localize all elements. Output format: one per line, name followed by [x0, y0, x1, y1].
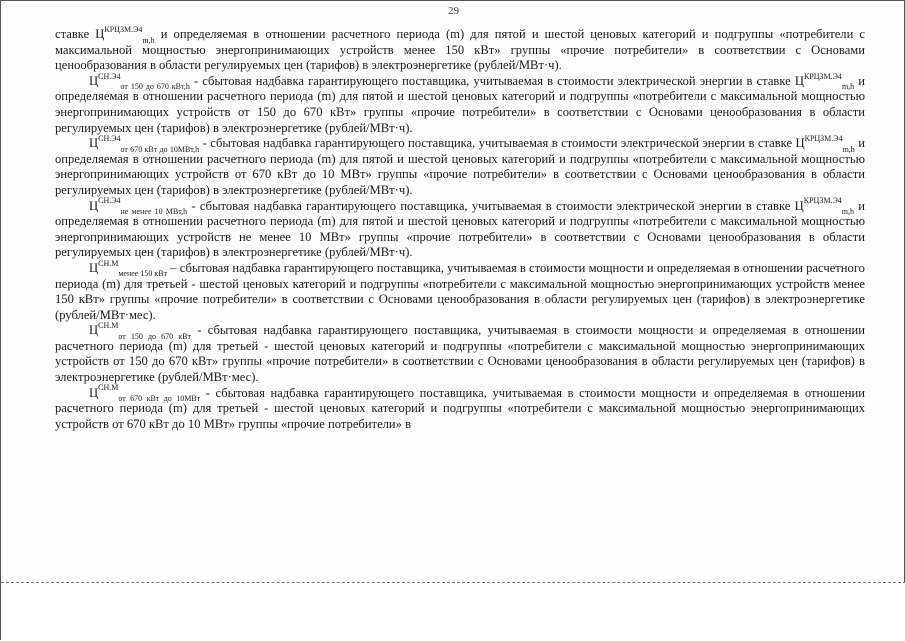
page-number: 29 [448, 5, 459, 17]
document-body [55, 24, 866, 432]
formula-symbol: $Ц^{СН.Э4}_{от 150 до 670 кВт,h}$ [89, 71, 190, 92]
formula-symbol: $Ц^{СН.М}_{от 670 кВт до 10МВт}$ [89, 383, 201, 404]
paragraph: $Ц^{СН.М}_{от 670 кВт до 10МВт}$ - сбытовая надбавка гарантирующего поставщика, учитываемая в стоимости мощности и определяемая в отношении расчетного периода (m) для третьей - шестой ценовых категорий и подгруппы «потребители с максимальной мощностью энергопринимающих устройств от 670 кВт до 10 МВт» группы «прочие потребители» в [55, 383, 865, 431]
formula-symbol: $Ц^{СН.М}_{менее 150 кВт}$ [89, 258, 168, 279]
scan-cut-line [1, 582, 905, 583]
formula-symbol: $Ц^{СН.Э4}_{от 670 кВт до 10МВт,h}$ [89, 133, 200, 154]
paragraph: $Ц^{СН.Э4}_{не менее 10 МВт,h}$ - сбытовая надбавка гарантирующего поставщика, учитываемая в стоимости электрической энергии в ставке $Ц^{КРЦЗМ.Э4}_{m,h}$ и определяемая в отношении расчетного периода (m) для пятой и шестой ценовых категорий и подгруппы «потребители с максимальной мощностью энергопринимающих устройств не менее 10 МВт» группы «прочие потребители» в соответствии с Основами ценообразования в области регулируемых цен (тарифов) в электроэнергетике (рублей/МВт·ч). [55, 196, 866, 260]
paragraph: $Ц^{СН.М}_{от 150 до 670 кВт}$ - сбытовая надбавка гарантирующего поставщика, учитываемая в стоимости мощности и определяемая в отношении расчетного периода (m) для третьей - шестой ценовых категорий и подгруппы «потребители с максимальной мощностью энергопринимающих устройств от 150 до 670 кВт» группы «прочие потребители» в соответствии с Основами ценообразования в области регулируемых цен (тарифов) в электроэнергетике (рублей/МВт·мес). [55, 321, 865, 385]
paragraph: $Ц^{СН.Э4}_{от 150 до 670 кВт,h}$ - сбытовая надбавка гарантирующего поставщика, учитываемая в стоимости электрической энергии в ставке $Ц^{КРЦЗМ.Э4}_{m,h}$ и определяемая в отношении расчетного периода (m) для пятой и шестой ценовых категорий и подгруппы «потребители с максимальной мощностью энергопринимающих устройств от 150 до 670 кВт» группы «прочие потребители» в соответствии с Основами ценообразования в области регулируемых цен (тарифов) в электроэнергетике (рублей/МВт·ч). [55, 71, 866, 135]
paragraph: $Ц^{СН.М}_{менее 150 кВт}$ – сбытовая надбавка гарантирующего поставщика, учитываемая в стоимости мощности и определяемая в отношении расчетного периода (m) для третьей - шестой ценовых категорий и подгруппы «потребители с максимальной мощностью энергопринимающих устройств менее 150 кВт» группы «прочие потребители» в соответствии с Основами ценообразования в области регулируемых цен (тарифов) в электроэнергетике (рублей/МВт·мес). [55, 258, 865, 322]
paragraph: ставке $Ц^{КРЦЗМ.Э4}_{m,h}$ и определяемая в отношении расчетного периода (m) для пятой и шестой ценовых категорий и подгруппы «потребители с максимальной мощностью энергопринимающих устройств менее 150 кВт» группы «прочие потребители» в соответствии с Основами ценообразования в области регулируемых цен (тарифов) в электроэнергетике (рублей/МВт·ч). [55, 24, 865, 73]
formula-symbol: $Ц^{СН.М}_{от 150 до 670 кВт}$ [89, 321, 191, 341]
paragraph: $Ц^{СН.Э4}_{от 670 кВт до 10МВт,h}$ - сбытовая надбавка гарантирующего поставщика, учитываемая в стоимости электрической энергии в ставке $Ц^{КРЦЗМ.Э4}_{m,h}$ и определяемая в отношении расчетного периода (m) для пятой и шестой ценовых категорий и подгруппы «потребители с максимальной мощностью энергопринимающих устройств от 670 кВт до 10 МВт» группы «прочие потребители» в соответствии с Основами ценообразования в области регулируемых цен (тарифов) в электроэнергетике (рублей/МВт·ч). [55, 133, 865, 197]
formula-symbol: $Ц^{КРЦЗМ.Э4}_{m,h}$ [795, 133, 855, 154]
formula-symbol: $Ц^{СН.Э4}_{не менее 10 МВт,h}$ [89, 196, 188, 217]
formula-symbol: $Ц^{КРЦЗМ.Э4}_{m,h}$ [794, 196, 854, 217]
page-bottom-margin [1, 583, 905, 641]
formula-symbol: $Ц^{КРЦЗМ.Э4}_{m,h}$ [794, 71, 855, 92]
formula-symbol: $Ц^{КРЦЗМ.Э4}_{m,h}$ [95, 24, 155, 45]
